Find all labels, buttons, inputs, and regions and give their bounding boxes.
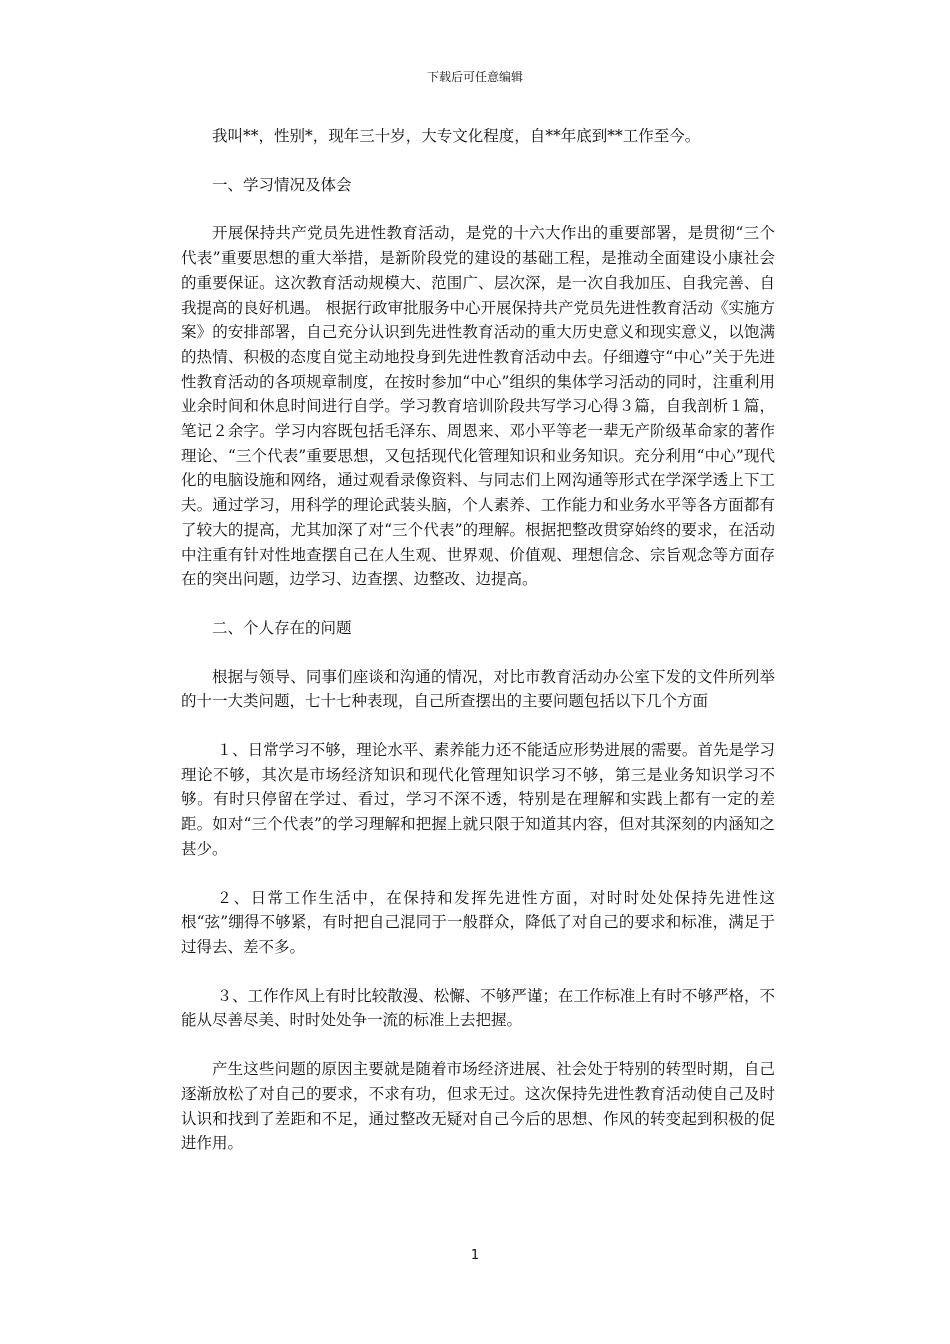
intro-paragraph: 我叫**，性别*，现年三十岁，大专文化程度，自**年底到**工作至今。 — [212, 127, 701, 145]
study-paragraph: 开展保持共产党员先进性教育活动，是党的十六大作出的重要部署，是贯彻“三个代表”重要思想的重大举措，是新阶段党的建设的基础工程，是推动全面建设小康社会的重要保证。这次教育活动规模大、范围广、层次深，是一次自我加压、自我完善、自我提高的良好机遇。 根据行政审批服务中心开展保持共产党员先进性教育活动《实施方案》的安排部署，自己充分认识到先进性教育活动的重大历史意义和现实意义，以饱满的热情、积极的态度自觉主动地投身到先进性教育活动中去。仔细遵守“中心”关于先进性教育活动的各项规章制度，在按时参加“中心”组织的集体学习活动的同时，注重利用业余时间和休息时间进行自学。学习教育培训阶段共写学习心得３篇，自我剖析１篇，笔记２余字。学习内容既包括毛泽东、周恩来、邓小平等老一辈无产阶级革命家的著作理论、“三个代表”重要思想，又包括现代化管理知识和业务知识。充分利用“中心”现代化的电脑设施和网络，通过观看录像资料、与同志们上网沟通等形式在学深学透上下工夫。通过学习，用科学的理论武装头脑，个人素养、工作能力和业务水平等各方面都有了较大的提高，尤其加深了对“三个代表”的理解。根据把整改贯穿始终的要求，在活动中注重有针对性地查摆自己在人生观、世界观、价值观、理想信念、宗旨观念等方面存在的突出问题，边学习、边查摆、边整改、边提高。 — [181, 224, 775, 589]
page-number: 1 — [470, 1248, 480, 1263]
problem-item-1: １、日常学习不够，理论水平、素养能力还不能适应形势进展的需要。首先是学习理论不够，其次是市场经济知识和现代化管理知识学习不够，第三是业务知识学习不够。有时只停留在学过、看过，学习不深不透，特别是在理解和实践上都有一定的差距。如对“三个代表”的学习理解和把握上就只限于知道其内容，但对其深刻的内涵知之甚少。 — [181, 741, 775, 858]
document-body — [181, 124, 775, 1180]
problem-item-3: ３、工作作风上有时比较散漫、松懈、不够严谨；在工作标准上有时不够严格，不能从尽善尽美、时时处处争一流的标准上去把握。 — [181, 986, 775, 1030]
problems-intro-paragraph: 根据与领导、同事们座谈和沟通的情况，对比市教育活动办公室下发的文件所列举的十一大类问题，七十七种表现，自己所查摆出的主要问题包括以下几个方面 — [181, 667, 775, 711]
page-header: 下载后可任意编辑 — [426, 70, 523, 84]
section-heading-study: 一、学习情况及体会 — [212, 175, 352, 194]
section-heading-problems: 二、个人存在的问题 — [212, 618, 352, 637]
problem-item-2: ２、日常工作生活中，在保持和发挥先进性方面，对时时处处保持先进性这根“弦”绷得不够紧，有时把自己混同于一般群众，降低了对自己的要求和标准，满足于过得去、差不多。 — [181, 888, 775, 956]
conclusion-paragraph: 产生这些问题的原因主要就是随着市场经济进展、社会处于特别的转型时期，自己逐渐放松了对自己的要求，不求有功，但求无过。这次保持先进性教育活动使自己及时认识和找到了差距和不足，通过整改无疑对自己今后的思想、作风的转变起到积极的促进作用。 — [181, 1060, 775, 1153]
